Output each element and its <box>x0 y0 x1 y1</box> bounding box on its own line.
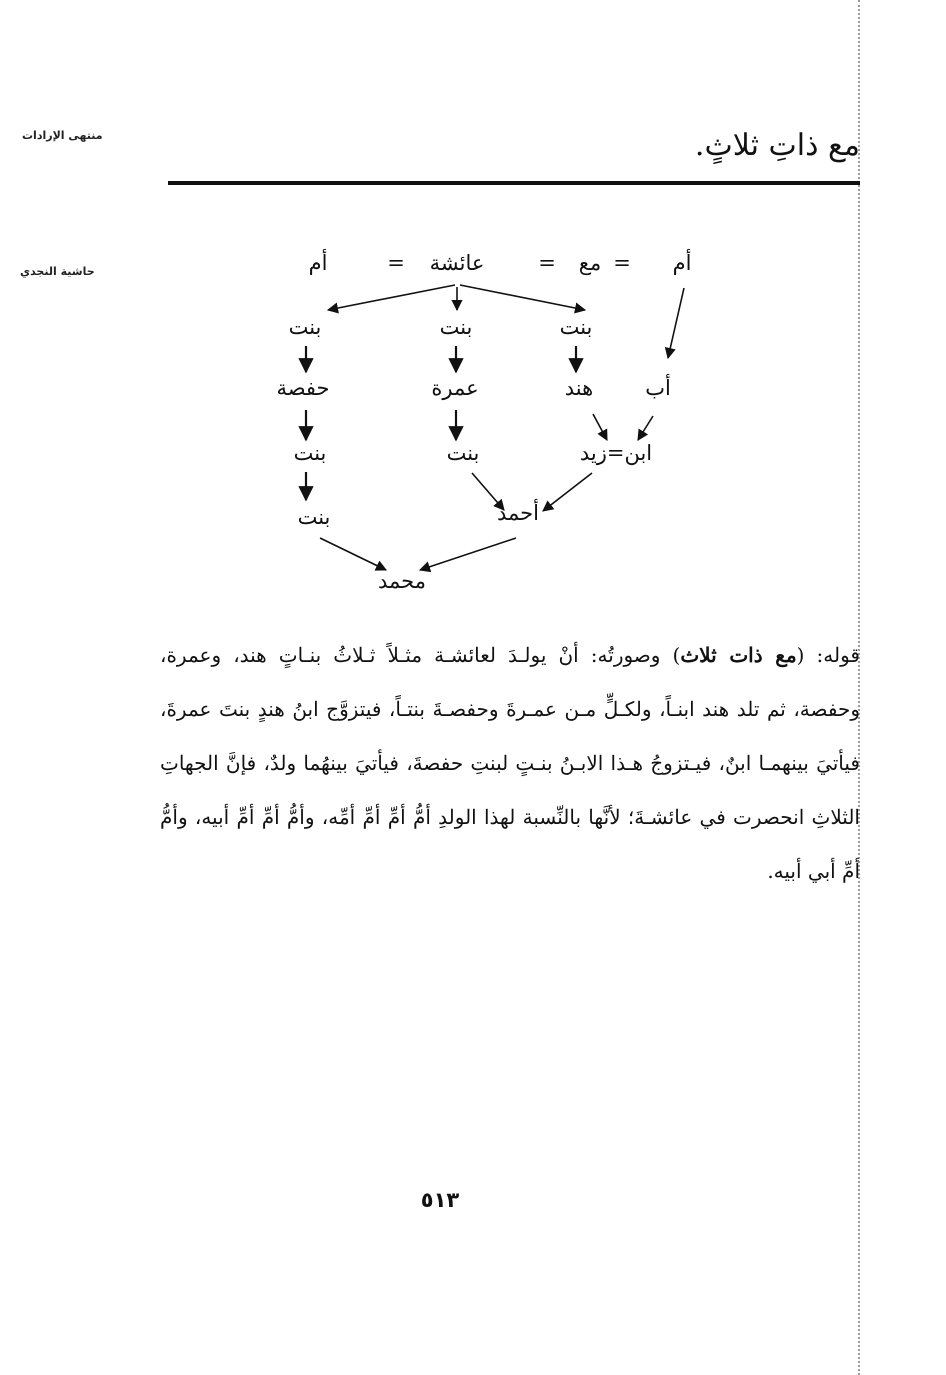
node-amra: عمرة <box>431 376 479 400</box>
page-number: ٥١٣ <box>420 1188 460 1212</box>
arrow <box>420 538 516 570</box>
node-aisha: عائشة <box>429 251 485 275</box>
equals-sign: = <box>538 251 556 275</box>
node-mother-right: أم <box>672 251 692 275</box>
node-hind: هند <box>564 376 594 400</box>
commentary-paragraph <box>160 628 860 898</box>
arrow <box>328 285 455 310</box>
node-father: أب <box>645 376 671 400</box>
side-label-hashiya: حاشية النجدي <box>20 265 95 278</box>
node-daughter: بنت <box>559 315 593 339</box>
equals-sign: = <box>387 251 405 275</box>
node-mother-left: أم <box>308 251 328 275</box>
node-hafsa: حفصة <box>276 376 330 400</box>
equals-sign: = <box>613 251 631 275</box>
node-daughter: بنت <box>288 315 322 339</box>
node-daughter: بنت <box>293 441 327 465</box>
node-muhammad: محمد <box>378 569 426 593</box>
arrow <box>593 414 607 440</box>
arrow <box>320 538 386 570</box>
node-with: مع <box>578 251 602 275</box>
arrow <box>543 473 592 511</box>
lineage-diagram <box>0 0 946 620</box>
node-daughter: بنت <box>297 505 331 529</box>
arrow <box>638 416 653 440</box>
node-daughter: بنت <box>446 441 480 465</box>
arrow <box>460 285 585 310</box>
node-daughter: بنت <box>439 315 473 339</box>
arrow <box>668 288 684 358</box>
paragraph-intro: قوله: ( <box>796 643 860 667</box>
section-heading: مع ذاتِ ثلاثٍ. <box>694 128 860 163</box>
side-label-muntaha: منتهى الإرادات <box>22 129 103 142</box>
node-son-zaid: ابن=زيد <box>579 441 653 465</box>
paragraph-body: ) وصورتُه: أنْ يولـدَ لعائشـة مثـلاً ثـلاثُ بنـاتٍ هند، وعمرة، وحفصة، ثم تلد هند ابنـاً، ولكـلٍّ مـن عمـرةَ وحفصـةَ بنتـاً، فيتزوَّج ابنُ هندٍ بنتَ عمرةَ، فيأتيَ بينهمـا ابنٌ، فيـتزوجُ هـذا الابـنُ بنـتٍ لبنتِ حفصةَ، فيأتيَ بينهُما ولدٌ، فإنَّ الجهاتِ الثلاثِ انحصرت في عائشـةَ؛ لأنَّها بالنِّسبة لهذا الولدِ أمُّ أمِّ أمِّ أمِّه، وأمُّ أمِّ أمِّ أبيه، وأمُّ أمِّ أبي أبيه. <box>160 643 860 883</box>
node-ahmad: أحمد <box>497 501 539 525</box>
quoted-phrase: مع ذات ثلاث <box>680 643 797 667</box>
